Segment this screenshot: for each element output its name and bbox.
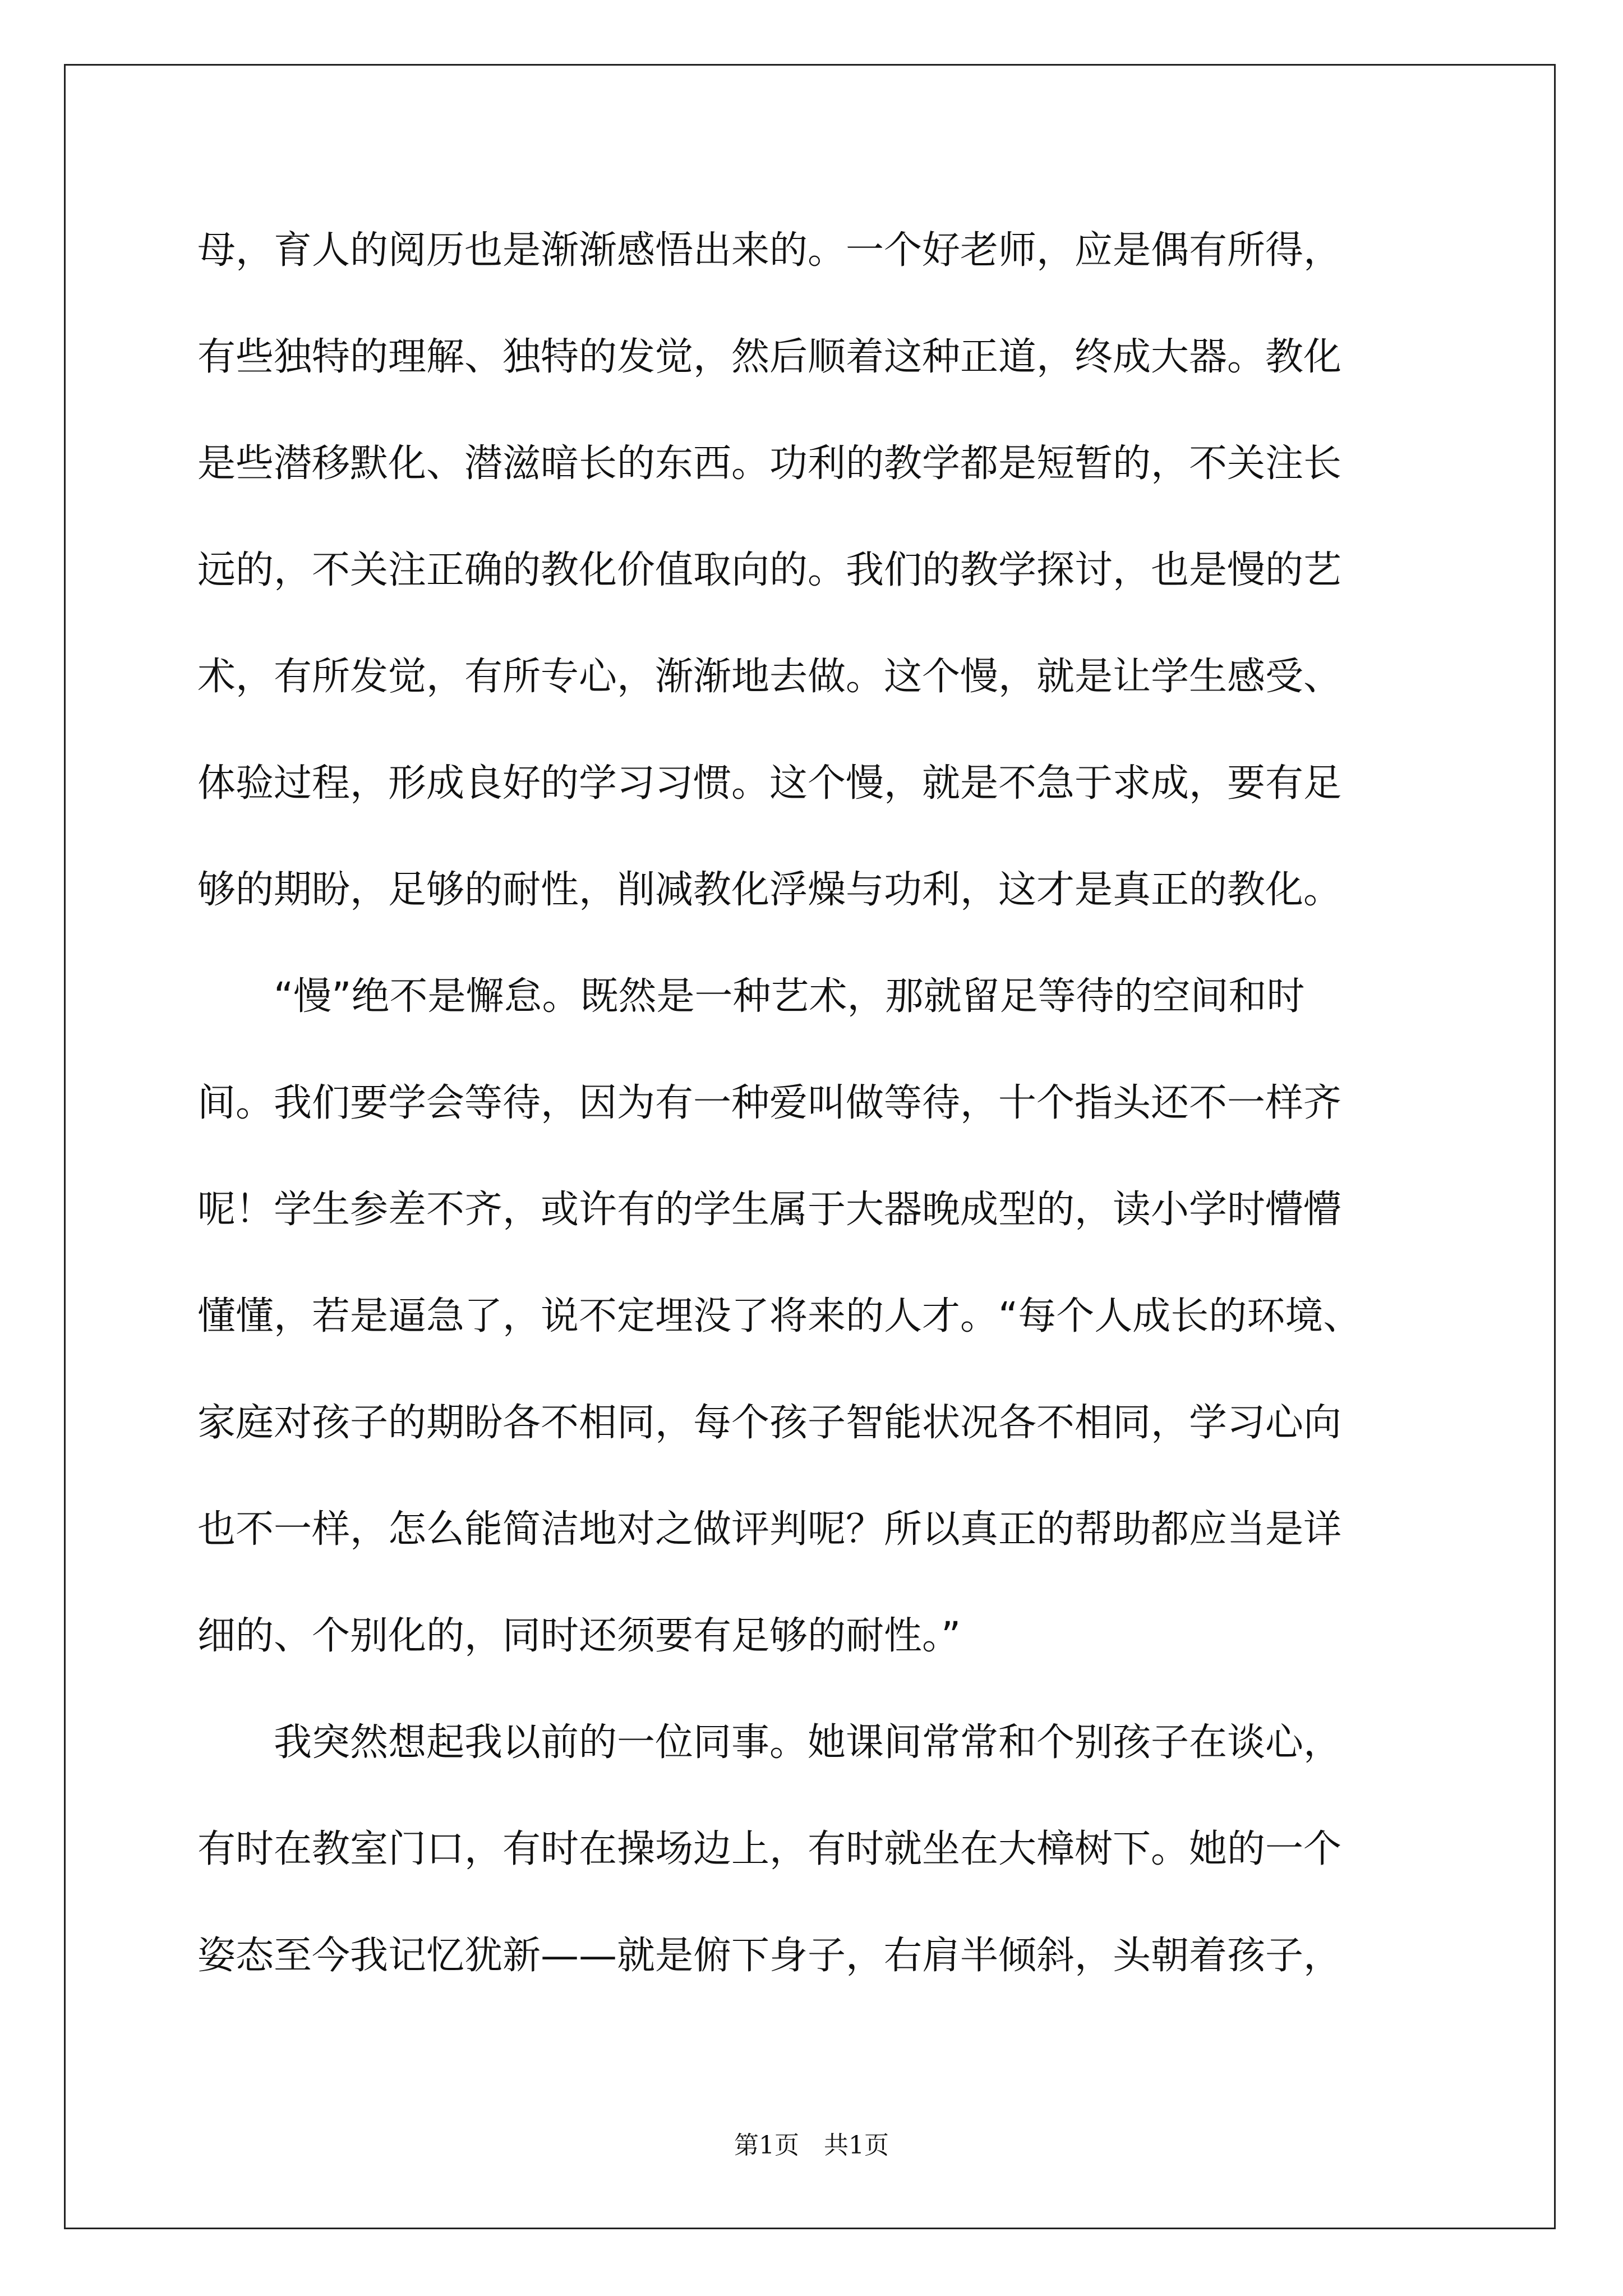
text-line: 母，育人的阅历也是渐渐感悟出来的。一个好老师，应是偶有所得， — [197, 228, 1342, 273]
text-line: 懂懂，若是逼急了，说不定埋没了将来的人才。“每个人成长的环境、 — [197, 1294, 1362, 1338]
text-line: 细的、个别化的，同时还须要有足够的耐性。” — [197, 1614, 961, 1658]
text-line: 姿态至今我记忆犹新——就是俯下身子，右肩半倾斜，头朝着孩子， — [197, 1934, 1342, 1978]
text-line: 我突然想起我以前的一位同事。她课间常常和个别孩子在谈心， — [197, 1720, 1342, 1765]
text-line: 间。我们要学会等待，因为有一种爱叫做等待，十个指头还不一样齐 — [197, 1081, 1342, 1125]
text-line: 是些潜移默化、潜滋暗长的东西。功利的教学都是短暂的，不关注长 — [197, 441, 1342, 486]
text-line: 呢！学生参差不齐，或许有的学生属于大器晚成型的，读小学时懵懵 — [197, 1188, 1342, 1232]
text-line: 术，有所发觉，有所专心，渐渐地去做。这个慢，就是让学生感受、 — [197, 655, 1342, 699]
text-line: 远的，不关注正确的教化价值取向的。我们的教学探讨，也是慢的艺 — [197, 548, 1342, 592]
text-line: 家庭对孩子的期盼各不相同，每个孩子智能状况各不相同，学习心向 — [197, 1401, 1342, 1445]
page-footer: 第1页 共1页 — [734, 2131, 889, 2160]
text-line: 体验过程，形成良好的学习习惯。这个慢，就是不急于求成，要有足 — [197, 761, 1342, 806]
text-line: “慢”绝不是懈怠。既然是一种艺术，那就留足等待的空间和时 — [197, 974, 1305, 1019]
text-line: 有时在教室门口，有时在操场边上，有时就坐在大樟树下。她的一个 — [197, 1827, 1342, 1871]
text-line: 也不一样，怎么能简洁地对之做评判呢？所以真正的帮助都应当是详 — [197, 1507, 1342, 1552]
text-line: 够的期盼，足够的耐性，削减教化浮燥与功利，这才是真正的教化。 — [197, 868, 1342, 912]
text-line: 有些独特的理解、独特的发觉，然后顺着这种正道，终成大器。教化 — [197, 335, 1342, 379]
document-body — [197, 197, 1442, 2009]
